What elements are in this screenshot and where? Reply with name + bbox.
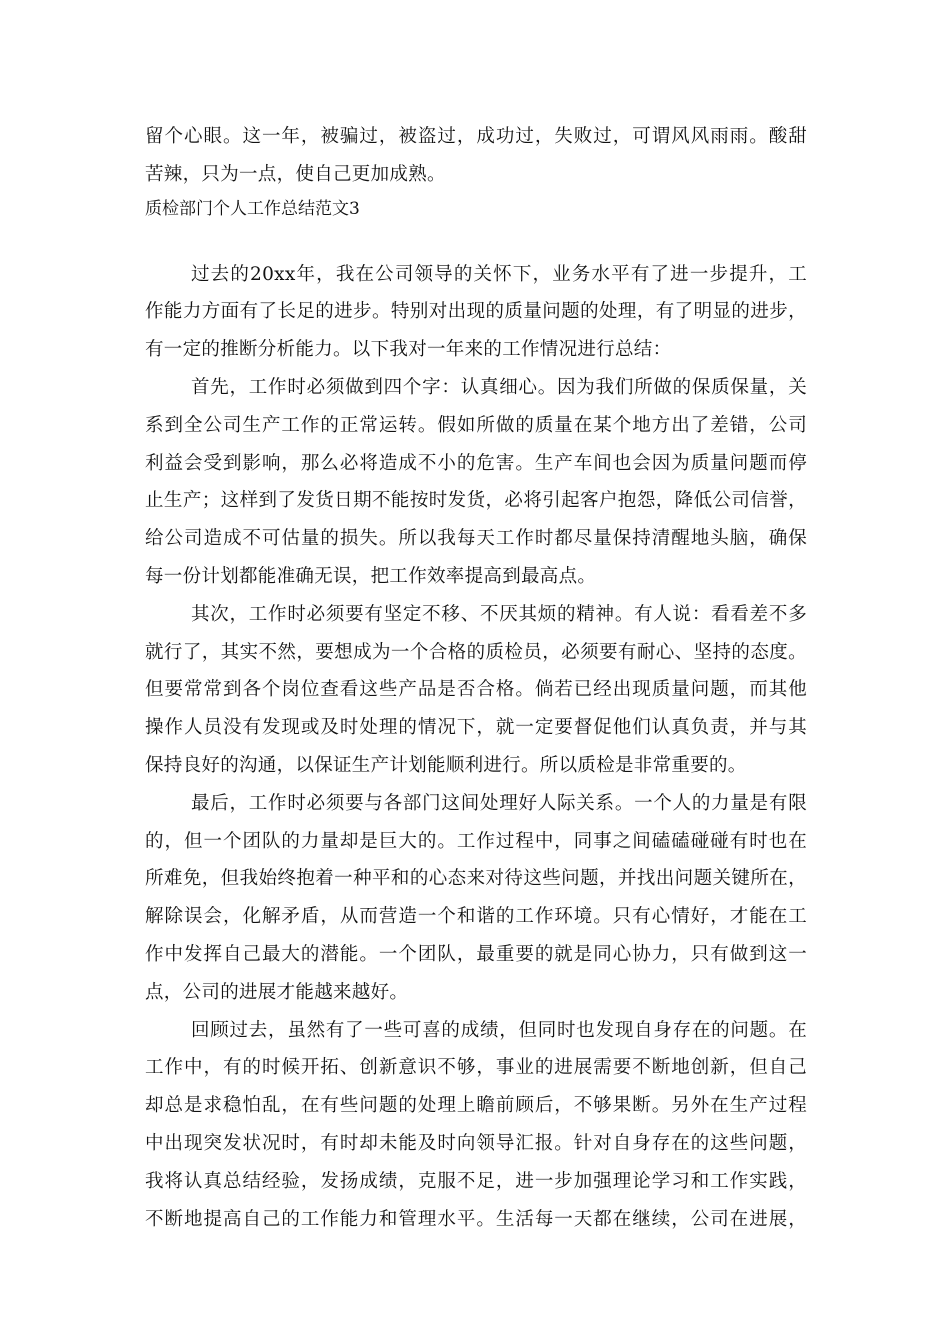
text-line: 不断地提高自己的工作能力和管理水平。生活每一天都在继续，公司在进展， — [145, 1208, 807, 1230]
text-line: 给公司造成不可估量的损失。所以我每天工作时都尽量保持清醒地头脑，确保 — [145, 528, 807, 550]
text-line: 利益会受到影响，那么必将造成不小的危害。生产车间也会因为质量问题而停 — [145, 452, 807, 474]
section-heading: 质检部门个人工作总结范文3 — [145, 198, 360, 219]
text-line: 苦辣，只为一点，使自己更加成熟。 — [145, 163, 446, 185]
text-line: 首先，工作时必须做到四个字：认真细心。因为我们所做的保质保量，关 — [191, 376, 807, 398]
text-line: 却总是求稳怕乱，在有些问题的处理上瞻前顾后，不够果断。另外在生产过程 — [145, 1095, 807, 1117]
text-line: 每一份计划都能准确无误，把工作效率提高到最高点。 — [145, 565, 597, 587]
paragraph-5 — [145, 1012, 807, 1239]
paragraph-3 — [145, 596, 807, 785]
text-line: 最后，工作时必须要与各部门这间处理好人际关系。一个人的力量是有限 — [191, 792, 807, 814]
text-line: 止生产；这样到了发货日期不能按时发货，必将引起客户抱怨，降低公司信誉， — [145, 490, 807, 512]
text-line: 作中发挥自己最大的潜能。一个团队，最重要的就是同心协力，只有做到这一 — [145, 943, 807, 965]
text-line: 所难免，但我始终抱着一种平和的心态来对待这些问题，并找出问题关键所在， — [145, 868, 807, 890]
text-line: 解除误会，化解矛盾，从而营造一个和谐的工作环境。只有心情好，才能在工 — [145, 906, 807, 928]
text-line: 其次，工作时必须要有坚定不移、不厌其烦的精神。有人说：看看差不多 — [191, 603, 807, 625]
text-line: 工作中，有的时候开拓、创新意识不够，事业的进展需要不断地创新，但自己 — [145, 1057, 807, 1079]
text-line: 作能力方面有了长足的进步。特别对出现的质量问题的处理，有了明显的进步， — [145, 301, 807, 323]
text-line: 点，公司的进展才能越来越好。 — [145, 981, 409, 1003]
text-line: 操作人员没有发现或及时处理的情况下，就一定要督促他们认真负责，并与其 — [145, 717, 807, 739]
intro-paragraph — [145, 118, 807, 194]
text-line: 过去的20xx年，我在公司领导的关怀下，业务水平有了进一步提升，工 — [191, 263, 807, 285]
text-line: 留个心眼。这一年，被骗过，被盗过，成功过，失败过，可谓风风雨雨。酸甜 — [145, 126, 807, 147]
paragraph-1 — [145, 256, 807, 369]
text-line: 就行了，其实不然，要想成为一个合格的质检员，必须要有耐心、坚持的态度。 — [145, 641, 807, 663]
text-line: 回顾过去，虽然有了一些可喜的成绩，但同时也发现自身存在的问题。在 — [191, 1019, 807, 1041]
paragraph-4 — [145, 785, 807, 1012]
text-line: 的，但一个团队的力量却是巨大的。工作过程中，同事之间磕磕碰碰有时也在 — [145, 830, 807, 852]
text-line: 中出现突发状况时，有时却未能及时向领导汇报。针对自身存在的这些问题， — [145, 1132, 807, 1154]
text-line: 系到全公司生产工作的正常运转。假如所做的质量在某个地方出了差错，公司 — [145, 414, 807, 436]
text-line: 保持良好的沟通，以保证生产计划能顺利进行。所以质检是非常重要的。 — [145, 754, 747, 776]
paragraph-2 — [145, 369, 807, 596]
text-line: 但要常常到各个岗位查看这些产品是否合格。倘若已经出现质量问题，而其他 — [145, 679, 807, 701]
document-page — [145, 118, 807, 1238]
text-line: 我将认真总结经验，发扬成绩，克服不足，进一步加强理论学习和工作实践， — [145, 1170, 807, 1192]
text-line: 有一定的推断分析能力。以下我对一年来的工作情况进行总结： — [145, 339, 672, 361]
